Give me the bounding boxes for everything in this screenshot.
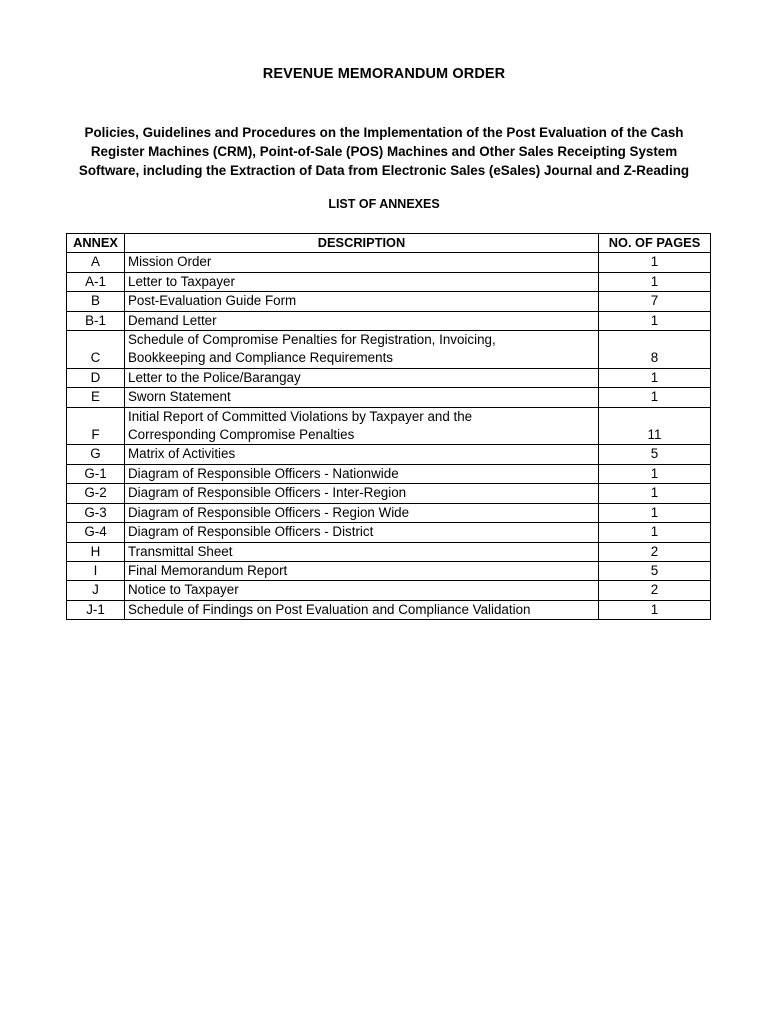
- description-cell: [125, 503, 599, 522]
- annex-code-cell: I: [67, 561, 125, 580]
- table-row: [67, 600, 711, 619]
- description-line: Letter to the Police/Barangay: [128, 369, 301, 385]
- page-count-cell: 1: [599, 368, 711, 387]
- table-row: [67, 292, 711, 311]
- table-row: [67, 407, 711, 445]
- annex-code-cell: G-2: [67, 484, 125, 503]
- table-row: [67, 561, 711, 580]
- page-count-cell: 1: [599, 600, 711, 619]
- page-count-cell: 8: [599, 331, 711, 369]
- page-count-cell: 1: [599, 503, 711, 522]
- annex-code-cell: G-4: [67, 523, 125, 542]
- description-cell: [125, 368, 599, 387]
- page-count-cell: 1: [599, 388, 711, 407]
- description-cell: [125, 600, 599, 619]
- table-row: [67, 581, 711, 600]
- page-count-cell: 1: [599, 272, 711, 291]
- document-title: REVENUE MEMORANDUM ORDER: [262, 66, 506, 82]
- page-count-cell: 7: [599, 292, 711, 311]
- description-cell: [125, 523, 599, 542]
- list-of-annexes-heading: LIST OF ANNEXES: [328, 197, 440, 211]
- page-count-cell: 1: [599, 484, 711, 503]
- annex-code-cell: J: [67, 581, 125, 600]
- annex-code-cell: G-1: [67, 464, 125, 483]
- description-line: Corresponding Compromise Penalties: [128, 427, 355, 443]
- page-count-cell: 5: [599, 445, 711, 464]
- description-cell: [125, 561, 599, 580]
- table-row: [67, 311, 711, 330]
- page-count-cell: 1: [599, 523, 711, 542]
- description-cell: [125, 407, 599, 445]
- table-row: [67, 464, 711, 483]
- description-line: Schedule of Findings on Post Evaluation and Compliance Validation: [128, 601, 531, 617]
- table-row: [67, 503, 711, 522]
- description-line: Matrix of Activities: [128, 446, 236, 462]
- description-line: Letter to Taxpayer: [128, 273, 235, 289]
- page-count-cell: 2: [599, 581, 711, 600]
- description-line: Diagram of Responsible Officers - Region Wide: [128, 504, 410, 520]
- table-row: [67, 542, 711, 561]
- description-line: Final Memorandum Report: [128, 562, 288, 578]
- description-line: Schedule of Compromise Penalties for Registration, Invoicing,: [128, 332, 496, 348]
- description-line: Sworn Statement: [128, 389, 231, 405]
- description-cell: [125, 388, 599, 407]
- table-row: [67, 445, 711, 464]
- description-cell: [125, 253, 599, 272]
- description-cell: [125, 464, 599, 483]
- description-line: Diagram of Responsible Officers - Inter-Region: [128, 485, 407, 501]
- page-count-cell: 11: [599, 407, 711, 445]
- annex-code-cell: D: [67, 368, 125, 387]
- description-line: Notice to Taxpayer: [128, 582, 239, 598]
- annex-table-body: [67, 253, 711, 620]
- annex-code-cell: A-1: [67, 272, 125, 291]
- description-cell: [125, 542, 599, 561]
- description-line: Initial Report of Committed Violations by Taxpayer and the: [128, 408, 473, 424]
- description-line: Demand Letter: [128, 312, 217, 328]
- annex-code-cell: H: [67, 542, 125, 561]
- annex-code-cell: G-3: [67, 503, 125, 522]
- description-line: Post-Evaluation Guide Form: [128, 293, 297, 309]
- table-row: [67, 368, 711, 387]
- table-header-row: [67, 234, 711, 253]
- annex-code-cell: B: [67, 292, 125, 311]
- annex-code-cell: B-1: [67, 311, 125, 330]
- description-cell: [125, 581, 599, 600]
- description-cell: [125, 311, 599, 330]
- description-line: Transmittal Sheet: [128, 543, 233, 559]
- annex-code-cell: E: [67, 388, 125, 407]
- table-row: [67, 484, 711, 503]
- document-subtitle: [40, 123, 728, 180]
- pages-column-header: NO. OF PAGES: [599, 234, 711, 253]
- subtitle-line: Register Machines (CRM), Point-of-Sale (POS) Machines and Other Sales Receipting System: [90, 144, 678, 159]
- table-row: [67, 523, 711, 542]
- annex-code-cell: J-1: [67, 600, 125, 619]
- subtitle-line: Policies, Guidelines and Procedures on the Implementation of the Post Evaluation of the Cash: [84, 125, 684, 140]
- annex-column-header: ANNEX: [67, 234, 125, 253]
- description-cell: [125, 272, 599, 291]
- description-line: Bookkeeping and Compliance Requirements: [128, 350, 393, 366]
- table-row: [67, 253, 711, 272]
- page-count-cell: 1: [599, 464, 711, 483]
- annex-code-cell: C: [67, 331, 125, 369]
- page-count-cell: 5: [599, 561, 711, 580]
- description-column-header: DESCRIPTION: [125, 234, 599, 253]
- description-cell: [125, 445, 599, 464]
- table-row: [67, 388, 711, 407]
- description-cell: [125, 331, 599, 369]
- description-cell: [125, 292, 599, 311]
- annex-table: [66, 233, 711, 620]
- table-row: [67, 272, 711, 291]
- description-cell: [125, 484, 599, 503]
- page-count-cell: 1: [599, 253, 711, 272]
- page-count-cell: 2: [599, 542, 711, 561]
- description-line: Mission Order: [128, 254, 212, 270]
- subtitle-line: Software, including the Extraction of Data from Electronic Sales (eSales) Journal and Z-Reading: [78, 163, 690, 178]
- description-line: Diagram of Responsible Officers - Nationwide: [128, 465, 399, 481]
- annex-code-cell: A: [67, 253, 125, 272]
- annex-code-cell: F: [67, 407, 125, 445]
- annex-code-cell: G: [67, 445, 125, 464]
- page-count-cell: 1: [599, 311, 711, 330]
- description-line: Diagram of Responsible Officers - District: [128, 524, 374, 540]
- table-row: [67, 331, 711, 369]
